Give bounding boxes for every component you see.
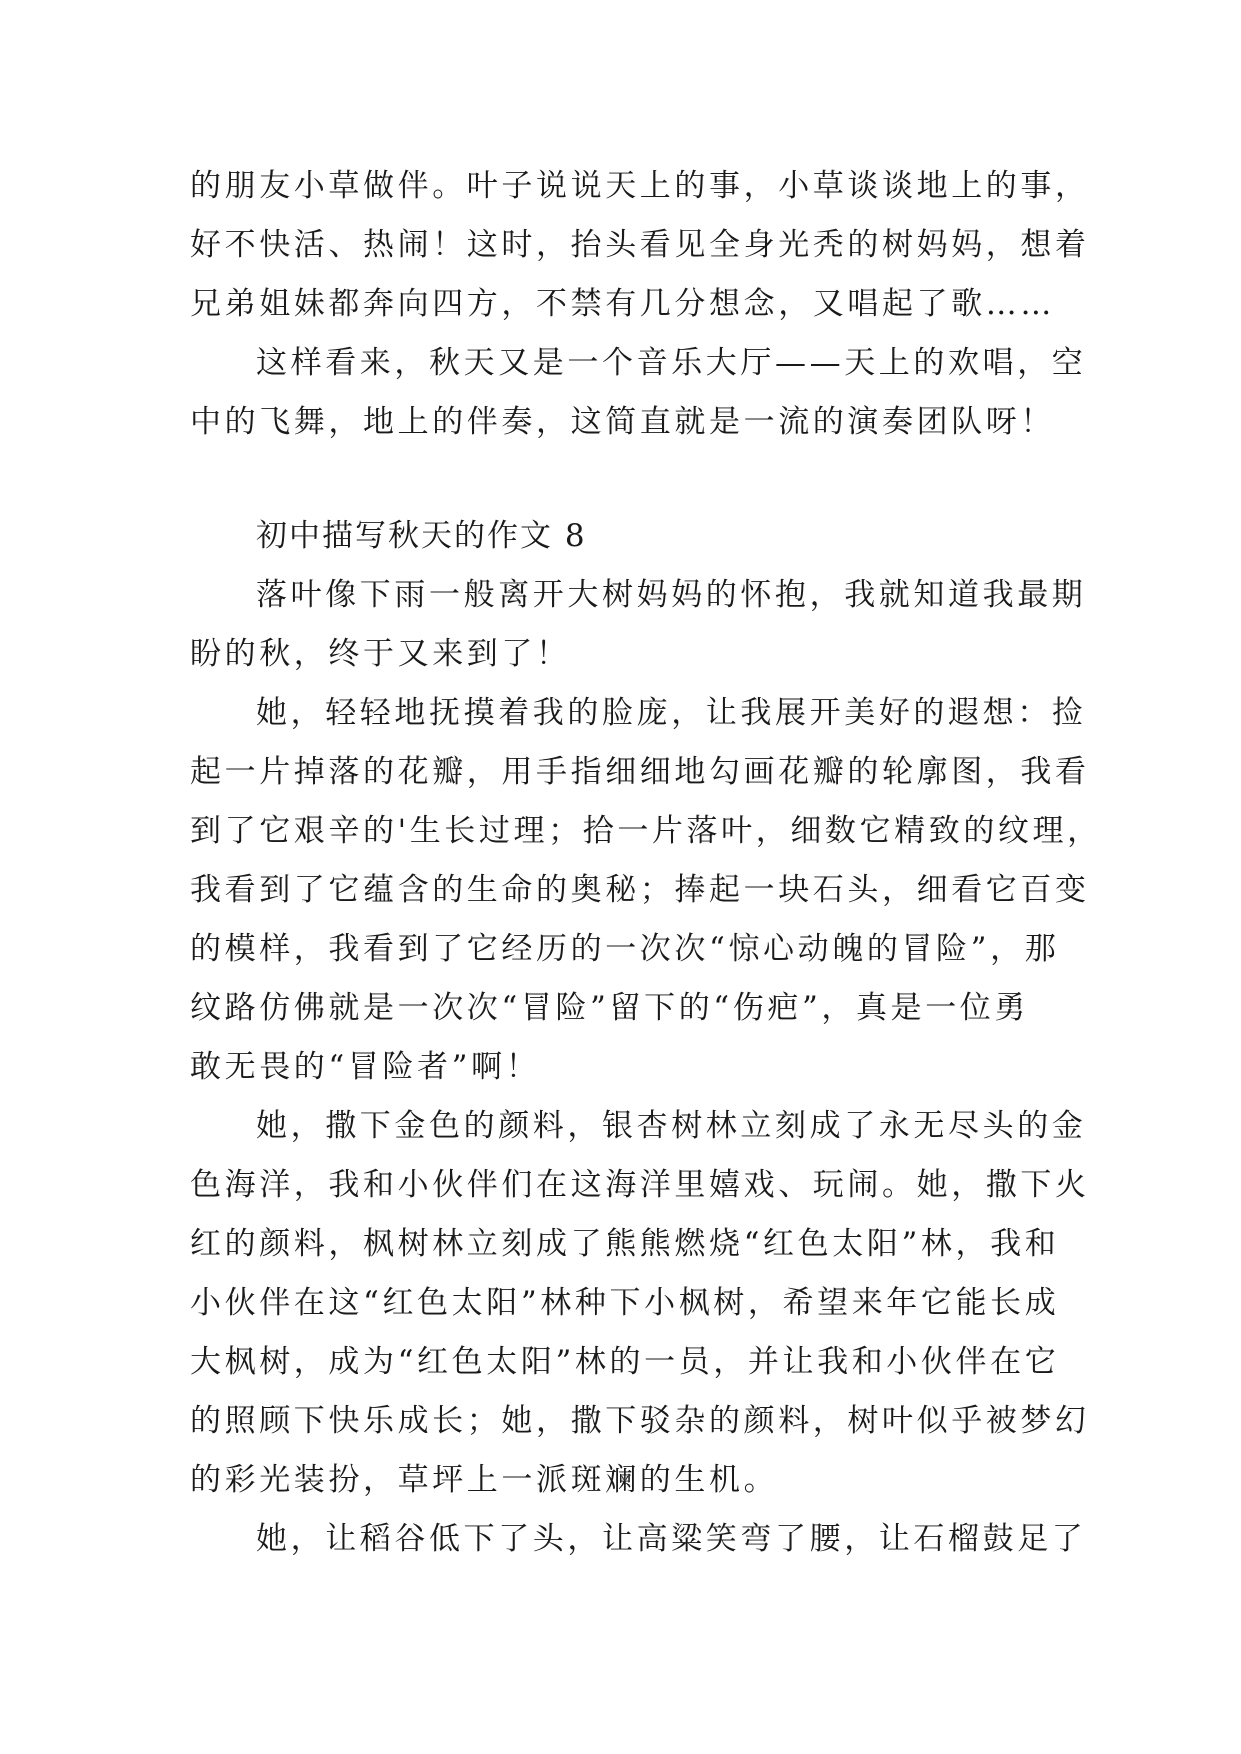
text-line: 好不快活、热闹！这时，抬头看见全身光秃的树妈妈，想着 [190,227,1090,263]
text-line: 的模样，我看到了它经历的一次次“惊心动魄的冒险”，那 [190,931,1060,967]
text-line: 中的飞舞，地上的伴奏，这简直就是一流的演奏团队呀！ [190,404,1055,440]
text-line: 纹路仿佛就是一次次“冒险”留下的“伤疤”，真是一位勇 [190,990,1029,1026]
text-line: 她，轻轻地抚摸着我的脸庞，让我展开美好的遐想：捡 [256,695,1087,731]
text-line: 大枫树，成为“红色太阳”林的一员，并让我和小伙伴在它 [190,1344,1060,1380]
text-line: 落叶像下雨一般离开大树妈妈的怀抱，我就知道我最期 [256,577,1087,613]
text-line: 敢无畏的“冒险者”啊！ [190,1049,541,1085]
text-line: 这样看来，秋天又是一个音乐大厅——天上的欢唱，空 [256,345,1087,381]
text-line: 她，让稻谷低下了头，让高粱笑弯了腰，让石榴鼓足了 [256,1521,1087,1557]
text-line: 她，撒下金色的颜料，银杏树林立刻成了永无尽头的金 [256,1108,1087,1144]
text-line: 的彩光装扮，草坪上一派斑斓的生机。 [190,1462,779,1498]
text-line: 盼的秋，终于又来到了！ [190,636,571,672]
text-line: 我看到了它蕴含的生命的奥秘；捧起一块石头，细看它百变 [190,872,1090,908]
text-line: 小伙伴在这“红色太阳”林种下小枫树，希望来年它能长成 [190,1285,1060,1321]
text-line: 的照顾下快乐成长；她，撒下驳杂的颜料，树叶似乎被梦幻 [190,1403,1090,1439]
section-title: 初中描写秋天的作文 8 [256,518,587,554]
text-line: 的朋友小草做伴。叶子说说天上的事，小草谈谈地上的事， [190,168,1090,204]
text-line: 兄弟姐妹都奔向四方，不禁有几分想念，又唱起了歌…… [190,286,1055,322]
text-line: 红的颜料，枫树林立刻成了熊熊燃烧“红色太阳”林，我和 [190,1226,1060,1262]
text-line: 到了它艰辛的'生长过理；拾一片落叶，细数它精致的纹理， [190,813,1102,849]
text-line: 起一片掉落的花瓣，用手指细细地勾画花瓣的轮廓图，我看 [190,754,1090,790]
text-line: 色海洋，我和小伙伴们在这海洋里嬉戏、玩闹。她，撒下火 [190,1167,1090,1203]
